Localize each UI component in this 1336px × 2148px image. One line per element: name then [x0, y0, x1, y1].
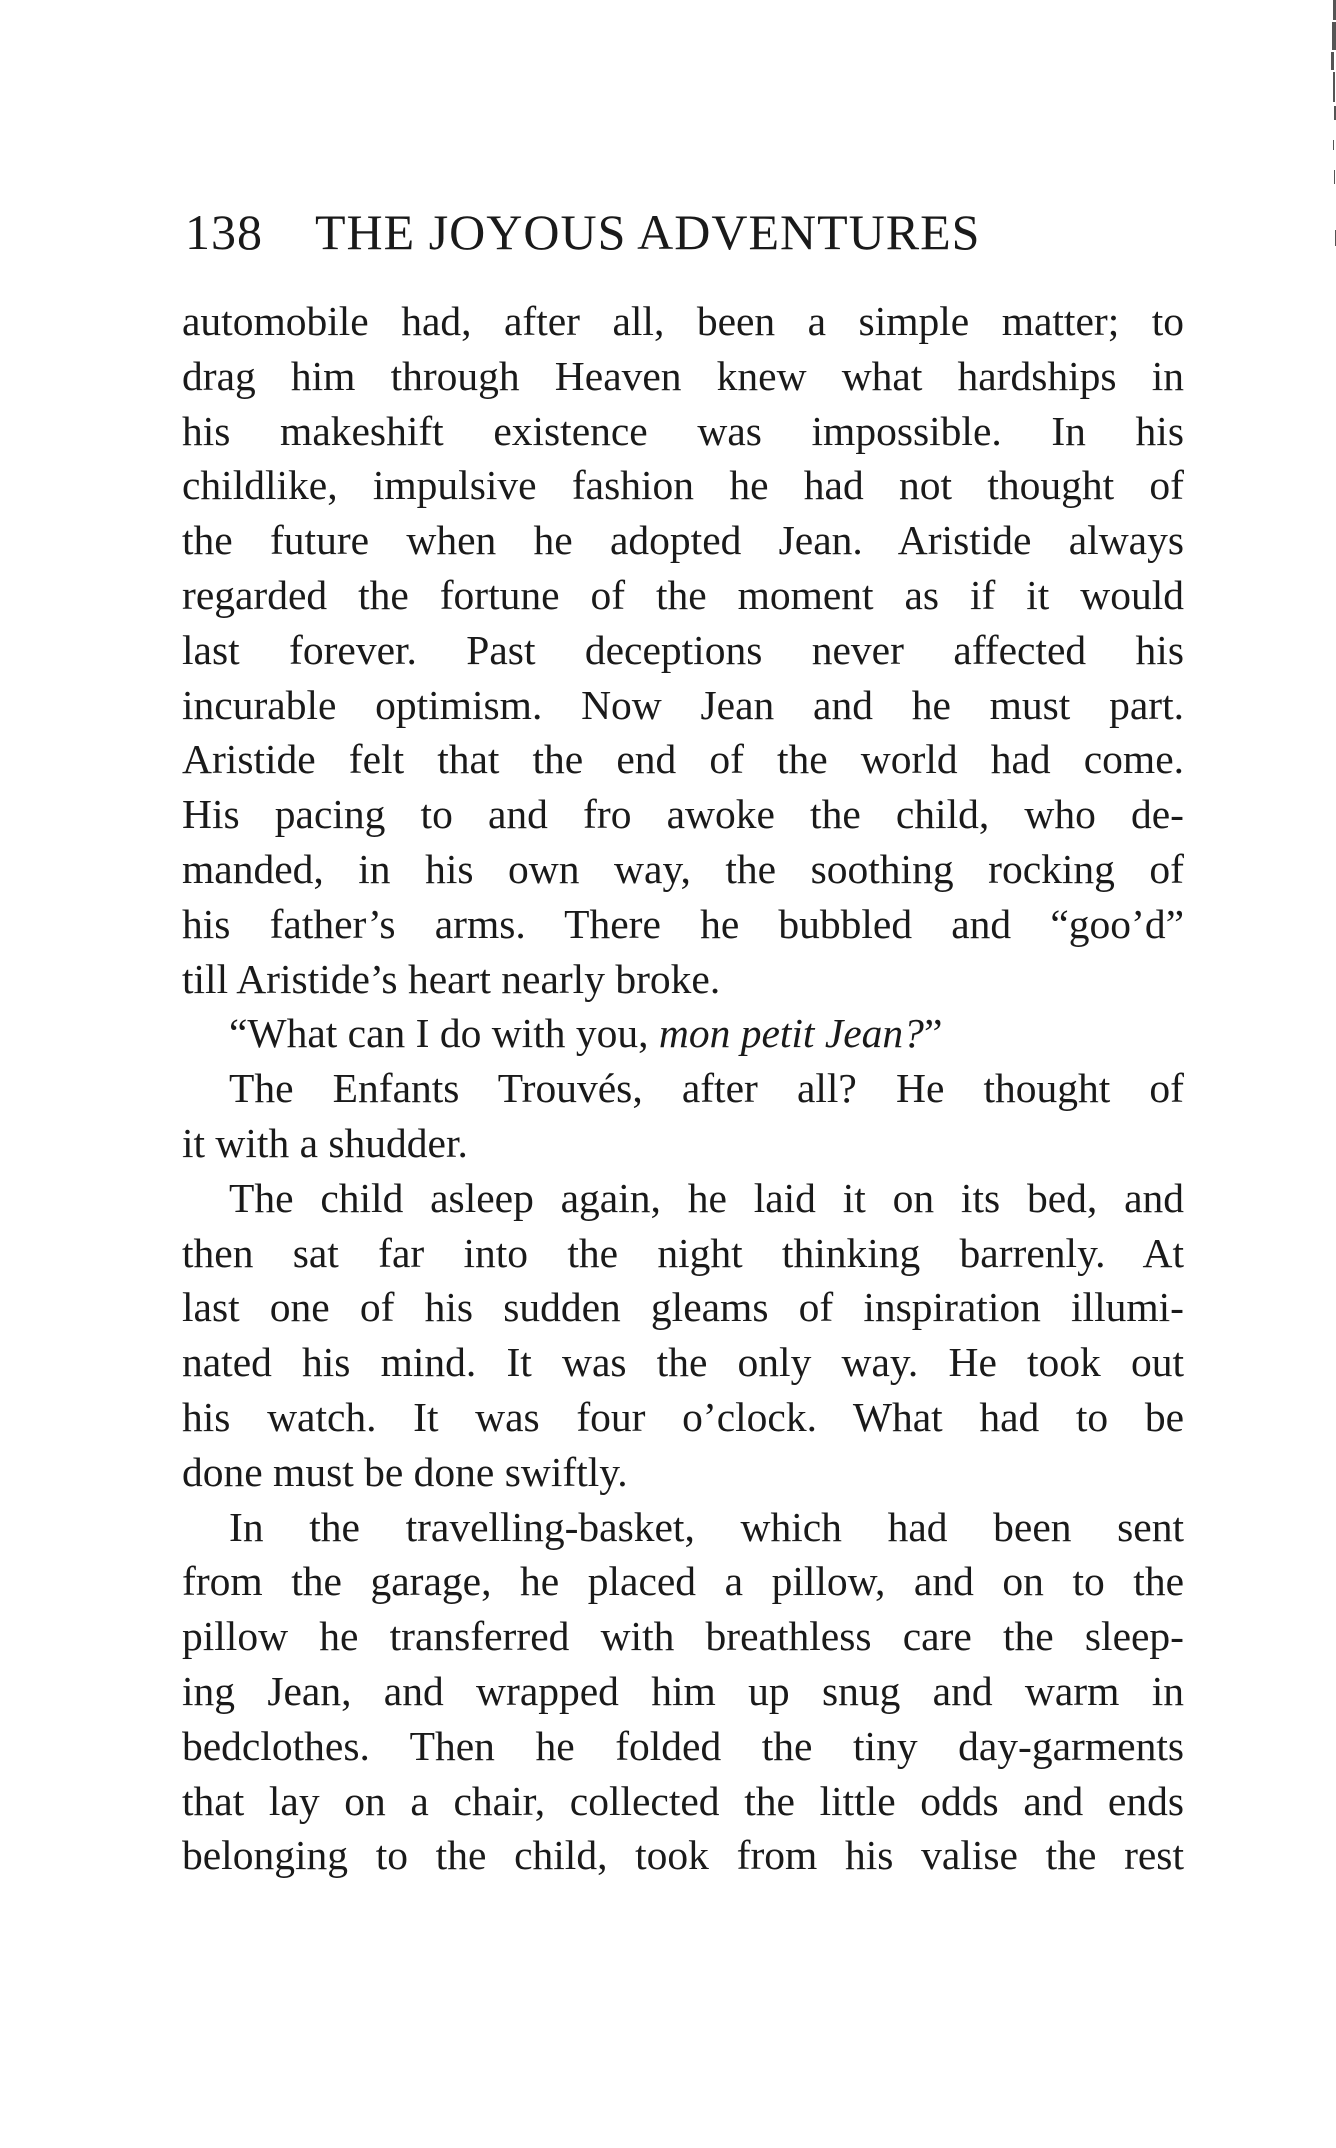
quote-line	[182, 1006, 1184, 1061]
text-line: In the travelling-basket, which had been sent	[229, 1503, 1184, 1550]
text-line: His pacing to and fro awoke the child, who de-	[182, 791, 1184, 838]
text-line: his makeshift existence was impossible. In his	[182, 407, 1184, 454]
text-line: childlike, impulsive fashion he had not thought of	[182, 462, 1184, 509]
text-line: his father’s arms. There he bubbled and “goo’d”	[182, 900, 1184, 947]
text-line: done must be done swiftly.	[182, 1448, 628, 1495]
text-line: from the garage, he placed a pillow, and on to the	[182, 1558, 1184, 1605]
text-line: belonging to the child, took from his valise the rest	[182, 1832, 1184, 1879]
text-line: bedclothes. Then he folded the tiny day-garments	[182, 1722, 1184, 1769]
scan-edge-artifact	[1326, 0, 1336, 260]
text-line: pillow he transferred with breathless care the sleep-	[182, 1613, 1184, 1660]
page-number: 138	[185, 204, 263, 260]
running-head	[185, 202, 1085, 262]
quote-suffix: ”	[923, 1010, 943, 1057]
text-line: automobile had, after all, been a simple matter; to	[182, 298, 1184, 344]
text-line: Aristide felt that the end of the world had come.	[182, 736, 1184, 783]
quote-italic: mon petit Jean?	[658, 1010, 924, 1057]
text-line: drag him through Heaven knew what hardships in	[182, 352, 1184, 399]
text-line: till Aristide’s heart nearly broke.	[182, 955, 721, 1002]
text-line: that lay on a chair, collected the little odds and ends	[182, 1777, 1184, 1824]
text-line: The Enfants Trouvés, after all? He thought of	[229, 1065, 1184, 1112]
text-line: last forever. Past deceptions never affected his	[182, 626, 1184, 673]
text-line: The child asleep again, he laid it on its bed, and	[229, 1174, 1184, 1221]
book-title: THE JOYOUS ADVENTURES	[315, 204, 981, 260]
quote-prefix: “What can I do with you,	[229, 1010, 659, 1057]
text-line: manded, in his own way, the soothing rocking of	[182, 845, 1184, 892]
text-line: last one of his sudden gleams of inspiration illumi-	[182, 1284, 1184, 1331]
text-line: the future when he adopted Jean. Aristide always	[182, 517, 1184, 564]
text-line: ing Jean, and wrapped him up snug and warm in	[182, 1667, 1184, 1714]
text-line: then sat far into the night thinking barrenly. At	[182, 1229, 1184, 1276]
text-line: it with a shudder.	[182, 1119, 468, 1166]
body-text	[182, 294, 1184, 1883]
text-line: nated his mind. It was the only way. He took out	[182, 1339, 1184, 1386]
text-line: incurable optimism. Now Jean and he must part.	[182, 681, 1184, 728]
text-line: regarded the fortune of the moment as if it would	[182, 571, 1184, 618]
text-line: his watch. It was four o’clock. What had to be	[182, 1393, 1184, 1440]
